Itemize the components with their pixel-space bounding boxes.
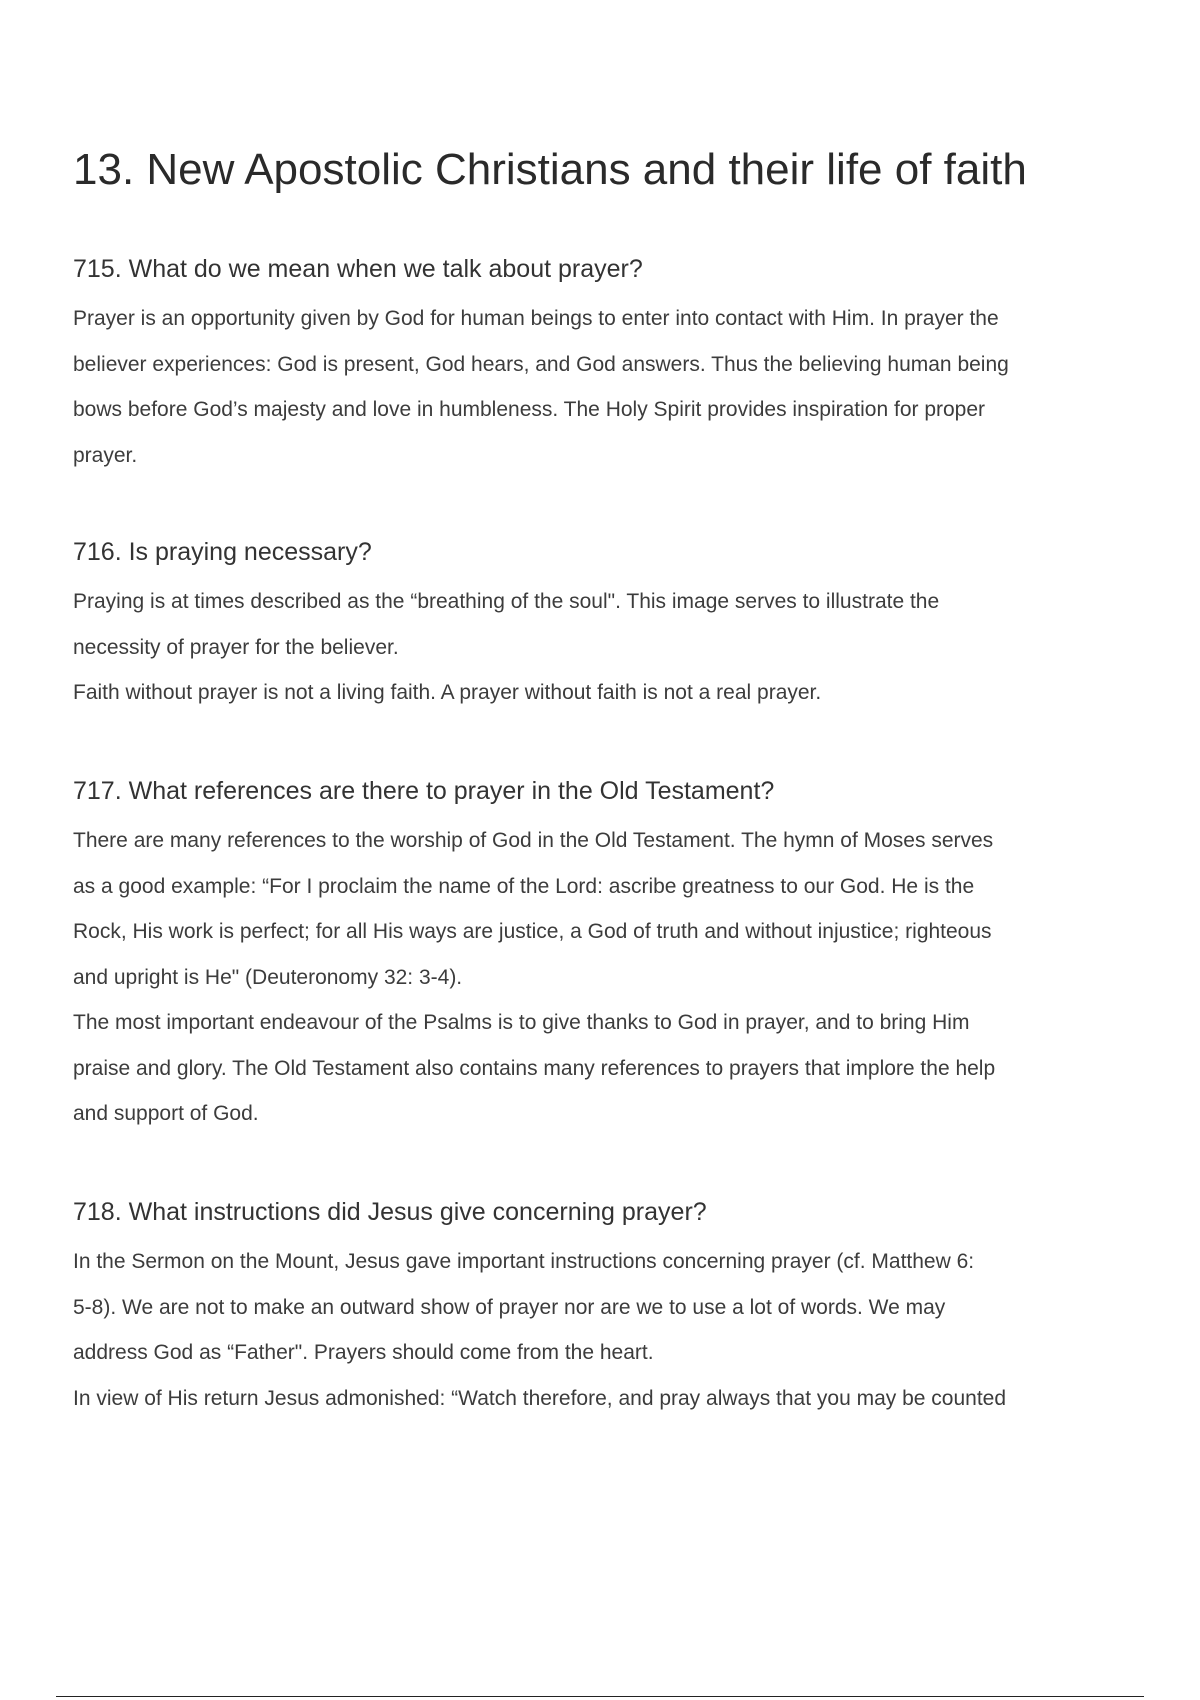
answer-line: necessity of prayer for the believer. — [73, 635, 399, 659]
answer-text — [73, 818, 1153, 1137]
page-bottom-divider — [56, 1696, 1144, 1697]
answer-line: and support of God. — [73, 1102, 259, 1125]
question-717 — [73, 774, 1153, 1137]
answer-line: Rock, His work is perfect; for all His ways are justice, a God of truth and without injustice; righteous — [73, 920, 992, 943]
answer-line: address God as “Father". Prayers should come from the heart. — [73, 1341, 654, 1364]
answer-line: as a good example: “For I proclaim the name of the Lord: ascribe greatness to our God. He is the — [73, 874, 975, 898]
answer-line: believer experiences: God is present, God hears, and God answers. Thus the believing human being — [73, 352, 1009, 376]
question-heading: 716. Is praying necessary? — [73, 538, 372, 566]
answer-line: The most important endeavour of the Psalms is to give thanks to God in prayer, and to bring Him — [73, 1011, 970, 1034]
answer-line: In view of His return Jesus admonished: “Watch therefore, and pray always that you may be counted — [73, 1386, 1007, 1410]
answer-line: There are many references to the worship of God in the Old Testament. The hymn of Moses serves — [73, 829, 994, 852]
answer-text — [73, 296, 1153, 478]
answer-line: In the Sermon on the Mount, Jesus gave important instructions concerning prayer (cf. Matthew 6: — [73, 1250, 975, 1273]
answer-line: prayer. — [73, 443, 138, 467]
question-718 — [73, 1195, 1153, 1421]
answer-line: Faith without prayer is not a living faith. A prayer without faith is not a real prayer. — [73, 681, 822, 704]
answer-line: Prayer is an opportunity given by God for human beings to enter into contact with Him. In prayer the — [73, 307, 999, 330]
answer-text — [73, 579, 1153, 716]
question-heading: 715. What do we mean when we talk about prayer? — [73, 255, 643, 283]
question-716 — [73, 535, 1153, 716]
answer-line: and upright is He" (Deuteronomy 32: 3-4). — [73, 965, 463, 989]
answer-line: Praying is at times described as the “breathing of the soul". This image serves to illustrate the — [73, 590, 940, 613]
question-heading: 718. What instructions did Jesus give concerning prayer? — [73, 1198, 707, 1226]
answer-line: praise and glory. The Old Testament also contains many references to prayers that implore the help — [73, 1056, 996, 1080]
question-715 — [73, 252, 1153, 478]
answer-line: 5-8). We are not to make an outward show of prayer nor are we to use a lot of words. We may — [73, 1295, 946, 1319]
chapter-title: 13. New Apostolic Christians and their life of faith — [73, 145, 1027, 194]
answer-line: bows before God’s majesty and love in humbleness. The Holy Spirit provides inspiration for proper — [73, 398, 986, 421]
answer-text — [73, 1239, 1153, 1421]
question-heading: 717. What references are there to prayer in the Old Testament? — [73, 777, 775, 805]
